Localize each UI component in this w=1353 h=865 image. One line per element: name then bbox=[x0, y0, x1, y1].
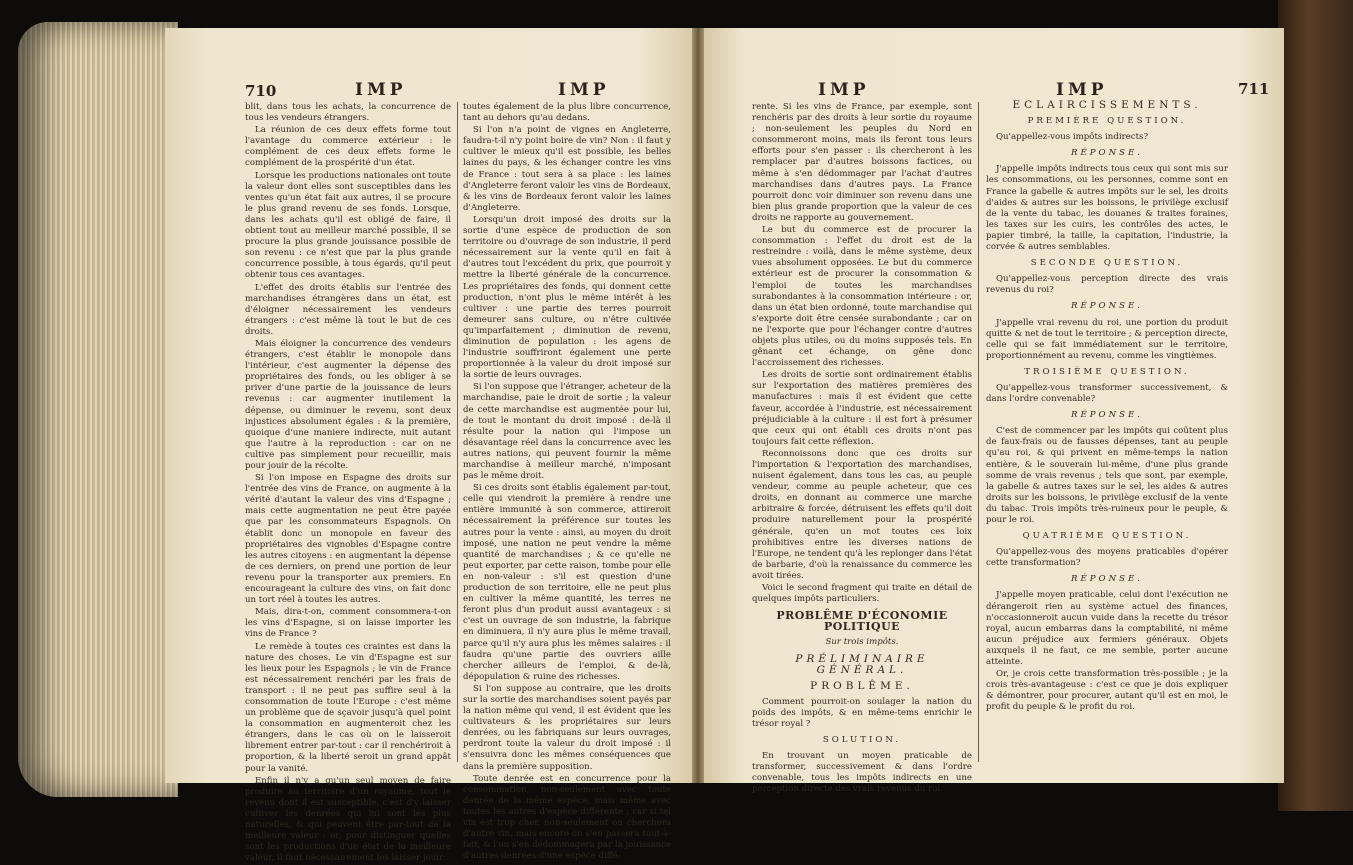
paragraph: Reconnoissons donc que ces droits sur l'importation & l'exportation des marchandises, nuisent également, dans tous les cas, au peuple vendeur, comme au peuple acheteur, que ces droits, en donnant au commerce une marche arbitraire & forcée, détruisent les effets qu'il doit produire naturellement pour la prospérité générale, qu'en un mot toutes ces loix prohibitives entre les diverses nations de l'Europe, ne tendent qu'à les replonger dans l'état de barbarie, d'où la renaissance du commerce les avoit tirées. bbox=[752, 448, 972, 581]
reponse-heading: RÉPONSE. bbox=[1071, 574, 1143, 585]
paragraph: Si l'on suppose que l'étranger, acheteur de la marchandise, paie le droit de sortie ; la valeur de cette marchandise est augmentée pour lui, de tout le montant du droit imposé : de-là il résulte pour la nation qui l'impose un désavantage réel dans la concurrence avec les autres nations, qui peuvent fournir la même marchandise à meilleur marché, n'imposant pas le même droit. bbox=[463, 382, 671, 482]
right-running-head-1: IMP bbox=[818, 80, 870, 100]
answer-paragraph: J'appelle impôts indirects tous ceux qui sont mis sur les consommations, ou les personnes, comme sont en France la gabelle & autres impôts sur le sel, les droits d'aides & autres sur les boissons, le privilège exclusif de la vente du tabac, les douanes & traites foraines, les taxes sur les cuirs, les contrôles des actes, le papier timbré, la taille, la capitation, l'industrie, la corvée & autres semblables. bbox=[986, 164, 1228, 253]
question-heading: PREMIÈRE QUESTION. bbox=[1027, 116, 1187, 127]
paragraph: Les droits de sortie sont ordinairement établis sur l'exportation des matières premières des manufactures : mais il est évident que cette faveur, accordée à l'industrie, est nécessairement préjudiciable à la culture : il est fort à présumer que ceux qui ont établi ces droits n'ont pas toujours fait cette réflexion. bbox=[752, 370, 972, 447]
reponse-heading: RÉPONSE. bbox=[1071, 301, 1143, 312]
answer-paragraph: J'appelle vrai revenu du roi, une portion du produit quitte & net de tout le territoire ; & perception directe, celle qui se fait immédiatement sur le territoire, proportionnément au revenu, comme les vingtièmes. bbox=[986, 317, 1229, 361]
paragraph: toutes également de la plus libre concurrence, tant au dehors qu'au dedans. bbox=[463, 102, 671, 124]
left-page bbox=[165, 28, 692, 864]
paragraph: La réunion de ces deux effets forme tout l'avantage du commerce extérieur : le complément de ces deux effets forme le complément de la prospérité d'un état. bbox=[245, 125, 451, 169]
column-rule bbox=[457, 102, 458, 762]
right-page bbox=[704, 28, 1284, 795]
preliminary-heading: PRÉLIMINAIRE GÉNÉRAL. bbox=[795, 652, 929, 676]
paragraph: Le but du commerce est de procurer la consommation : l'effet du droit est de la restreindre : voilà, dans le même système, deux vues absolument opposées. Le but du commerce extérieur est de procurer la consommation & l'emploi de toutes les marchandises surabondantes à la consommation intérieure : or, dans un état bien ordonné, toute marchandise qui s'exporte doit être censée surabondante ; car on ne l'exporte que pour l'échanger contre d'autres objets plus utiles, ou du moins supposés tels. En gênant cet échange, on gêne donc l'accroissement des richesses. bbox=[752, 225, 972, 369]
question-text: Qu'appellez-vous impôts indirects? bbox=[996, 132, 1149, 143]
problem-title: PROBLÊME D'ÉCONOMIE POLITIQUE bbox=[776, 609, 948, 634]
probleme-heading: PROBLÊME. bbox=[810, 679, 914, 692]
question-heading: QUATRIÈME QUESTION. bbox=[1022, 531, 1192, 542]
question-text: Qu'appellez-vous transformer successivement, & dans l'ordre convenable? bbox=[986, 382, 1228, 405]
paragraph: Toute denrée est en concurrence pour la consommation, non-seulement avec toute denrée de la même espèce, mais même avec toutes les autres d'espèce différente ; car si tel vin est trop cher, non-seulement on cherchera d'autre vin, mais encore on s'en passera tout-à-fait, & l'on s'en dédommagera par la jouissance d'autres denrées d'une espèce diffé- bbox=[463, 773, 671, 862]
paragraph: Le remède à toutes ces craintes est dans la nature des choses. Le vin d'Espagne est sur les lieux pour les Espagnols ; le vin de France est nécessairement renchéri par les frais de transport : il ne peut pas suffire seul à la consommation de toute l'Europe : c'est même un problème que de sçavoir jusqu'à quel point la consommation en augmenteroit chez les étrangers, dans le cas où on le laisseroit librement entrer par-tout : car il renchériroit à proportion, & la liberté seroit un grand appât pour la vanité. bbox=[245, 641, 451, 774]
solution-paragraph: En trouvant un moyen praticable de transformer, successivement & dans l'ordre convenable, tous les impôts indirects en une perception directe des vrais revenus du roi. bbox=[752, 751, 972, 795]
paragraph: Mais, dira-t-on, comment consommera-t-on les vins d'Espagne, si on laisse importer les vins de France ? bbox=[245, 607, 451, 640]
left-running-head-2: IMP bbox=[558, 80, 610, 100]
paragraph: Si l'on n'a point de vignes en Angleterre, faudra-t-il n'y point boire de vin? Non : il faut y cultiver le mieux qu'il est possible, les belles laines du pays, & les échanger contre les vins de France : tout sera à sa place : les laines d'Angleterre feront valoir les vins de Bordeaux, & les vins de Bordeaux feront valoir les laines d'Angleterre. bbox=[463, 125, 671, 213]
paragraph: L'effet des droits établis sur l'entrée des marchandises étrangères dans un état, est d'éloigner nécessairement les vendeurs étrangers : c'est même là tout le but de ces droits. bbox=[245, 282, 451, 337]
solution-heading: SOLUTION. bbox=[822, 735, 902, 746]
right-col-2 bbox=[986, 100, 1228, 715]
answer-paragraph: J'appelle moyen praticable, celui dont l'exécution ne dérangeroit rien au système actuel des finances, n'occasionneroit aucun vuide dans la recette du trésor royal, aucun embarras dans la comptabilité, ni même aucun préjudice aux fermiers généraux. Objets auxquels il ne faut, ce me semble, porter aucune atteinte. bbox=[986, 590, 1228, 668]
right-running-head-2: IMP bbox=[1056, 80, 1108, 100]
paragraph: Voici le second fragment qui traite en détail de quelques impôts particuliers. bbox=[752, 583, 972, 605]
left-running-head-1: IMP bbox=[355, 80, 407, 100]
paragraph: Lorsqu'un droit imposé des droits sur la sortie d'une espèce de production de son territoire ou d'ouvrage de son industrie, il perd nécessairement sur la vente qu'il en fait à d'autres tout l'excédent du prix, que pourroit y mettre la liberté générale de la concurrence. Les propriétaires des fonds, qui donnent cette production, n'ont plus le même intérêt à les cultiver : une partie des terres pourroit demeurer sans culture, ou n'être cultivée qu'imparfaitement ; diminution de revenu, diminution de population : les agens de l'industrie souffriront également une perte proportionnée à la valeur du droit imposé sur la sortie de leurs ouvrages. bbox=[463, 214, 671, 381]
paragraph: Si l'on impose en Espagne des droits sur l'entrée des vins de France, on augmente à la vérité d'autant la valeur des vins d'Espagne ; mais cette augmentation ne peut être payée que par les consommateurs Espagnols. On établit donc un monopole en faveur des propriétaires des vignobles d'Espagne contre les autres citoyens : en augmentant la dépense de ces derniers, on prend une portion de leur revenu pour la transporter aux premiers. En encourageant la culture des vins, on fait donc un tort réel à toutes les autres. bbox=[245, 473, 451, 606]
question-text: Qu'appellez-vous des moyens praticables d'opérer cette transformation? bbox=[986, 547, 1228, 569]
question-paragraph: Comment pourroit-on soulager la nation du poids des impôts, & en même-tems enrichir le trésor royal ? bbox=[752, 696, 972, 729]
right-page-number: 711 bbox=[1238, 80, 1270, 98]
paragraph: Si l'on suppose au contraire, que les droits sur la sortie des marchandises soient payés par la nation même qui vend, il est évident que les cultivateurs & les propriétaires sur leurs denrées, ou les fabriquans sur leurs ouvrages, perdront toute la valeur du droit imposé : il s'ensuivra donc les mêmes conséquences que dans la première supposition. bbox=[463, 683, 671, 772]
eclaircissements-heading: ECLAIRCISSEMENTS. bbox=[1012, 99, 1202, 111]
reponse-heading: RÉPONSE. bbox=[1071, 148, 1143, 159]
paragraph: Si ces droits sont établis également par-tout, celle qui viendroit la première à rendre une entière immunité à son commerce, attireroit nécessairement la préférence sur toutes les autres pour la vente : ainsi, au moyen du droit imposé, une nation ne peut vendre la même quantité de marchandises ; & ce qu'elle ne peut exporter, par cette raison, tombe pour elle en non-valeur : s'il est question d'une production de son territoire, elle ne peut plus en cultiver la même quantité, les terres ne feront plus d'un produit aussi avantageux : si c'est un ouvrage de son industrie, la fabrique en diminuera, il n'y aura plus le même travail, parce qu'il n'y aura plus les mêmes salaires : il faudra qu'une partie des ouvriers aille chercher ailleurs de l'emploi, & de-là, dépopulation & ruine des richesses. bbox=[463, 483, 671, 682]
right-col-1 bbox=[752, 102, 972, 797]
problem-subtitle: Sur trois impôts. bbox=[825, 637, 899, 648]
column-rule bbox=[978, 102, 979, 762]
reponse-heading: RÉPONSE. bbox=[1071, 410, 1143, 421]
left-col-2 bbox=[463, 102, 671, 863]
paragraph: Enfin il n'y a qu'un seul moyen de faire produire au territoire d'un royaume, tout le revenu dont il est susceptible, c'est d'y laisser cultiver les denrées qui lui sont les plus naturelles, & qui peuvent être par-tout de la meilleure valeur : or, pour distinguer quelles sont les productions d'un état de la meilleure valeur, il faut nécessairement les laisser jouir bbox=[245, 775, 451, 864]
question-heading: TROISIÈME QUESTION. bbox=[1024, 366, 1190, 377]
paragraph: blit, dans tous les achats, la concurrence de tous les vendeurs étrangers. bbox=[245, 102, 451, 124]
left-col-1 bbox=[245, 102, 451, 865]
paragraph: Mais éloigner la concurrence des vendeurs étrangers, c'est établir le monopole dans l'intérieur, c'est augmenter la dépense des propriétaires des fonds, ou les obliger à se priver d'une partie de la jouissance de leurs revenus : car augmenter inutilement la dépense, ou diminuer le revenu, sont deux injustices absolument égales : & la première, quoique d'une maniere indirecte, nuit autant que l'autre à la reproduction : car on ne cultive pas simplement pour recueillir, mais pour jouir de la récolte. bbox=[245, 338, 451, 471]
book-page-edges bbox=[18, 22, 178, 797]
question-text: Qu'appellez-vous perception directe des vrais revenus du roi? bbox=[986, 274, 1228, 296]
question-heading: SECONDE QUESTION. bbox=[1030, 258, 1184, 269]
book-cover bbox=[1278, 0, 1353, 811]
left-page-number: 710 bbox=[245, 82, 277, 100]
paragraph: rente. Si les vins de France, par exemple, sont renchéris par des droits à leur sortie du royaume ; non-seulement les peuples du Nord en consommeront moins, mais ils feront tous leurs efforts pour s'en passer : ils chercheront à les remplacer par d'autres boissons factices, ou même à s'en dédommager par l'achat d'autres marchandises dans d'autres pays. La France pourroit donc voir diminuer son revenu dans une bien plus grande proportion que la valeur de ces droits ne rapporte au gouvernement. bbox=[752, 102, 972, 223]
answer-paragraph: Or, je crois cette transformation très-possible ; je la crois très-avantageuse : c'est ce que je dois expliquer & démontrer, pour procurer, autant qu'il est en moi, le profit du peuple & le profit du roi. bbox=[986, 669, 1228, 713]
paragraph: Lorsque les productions nationales ont toute la valeur dont elles sont susceptibles dans les ventes qu'un état fait aux autres, il se procure le plus grand revenu de ses fonds. Lorsque, dans les achats qu'il est obligé de faire, il obtient tout au meilleur marché possible, il se procure la plus grande jouissance possible de son revenu : ce n'est que par la plus grande concurrence possible, à tous égards, qu'il peut obtenir tous ces avantages. bbox=[245, 170, 451, 281]
answer-paragraph: C'est de commencer par les impôts qui coûtent plus de faux-frais ou de fausses dépenses, tant au peuple qu'au roi, & qui privent en même-temps la nation entière, & le souverain lui-même, d'une plus grande somme de vrais revenus ; tels que sont, par exemple, la gabelle & autres taxes sur le sel, les aides & autres droits sur les boissons, le privilège exclusif de la vente du tabac. Trois impôts très-ruineux pour le peuple, & pour le roi. bbox=[986, 426, 1228, 525]
